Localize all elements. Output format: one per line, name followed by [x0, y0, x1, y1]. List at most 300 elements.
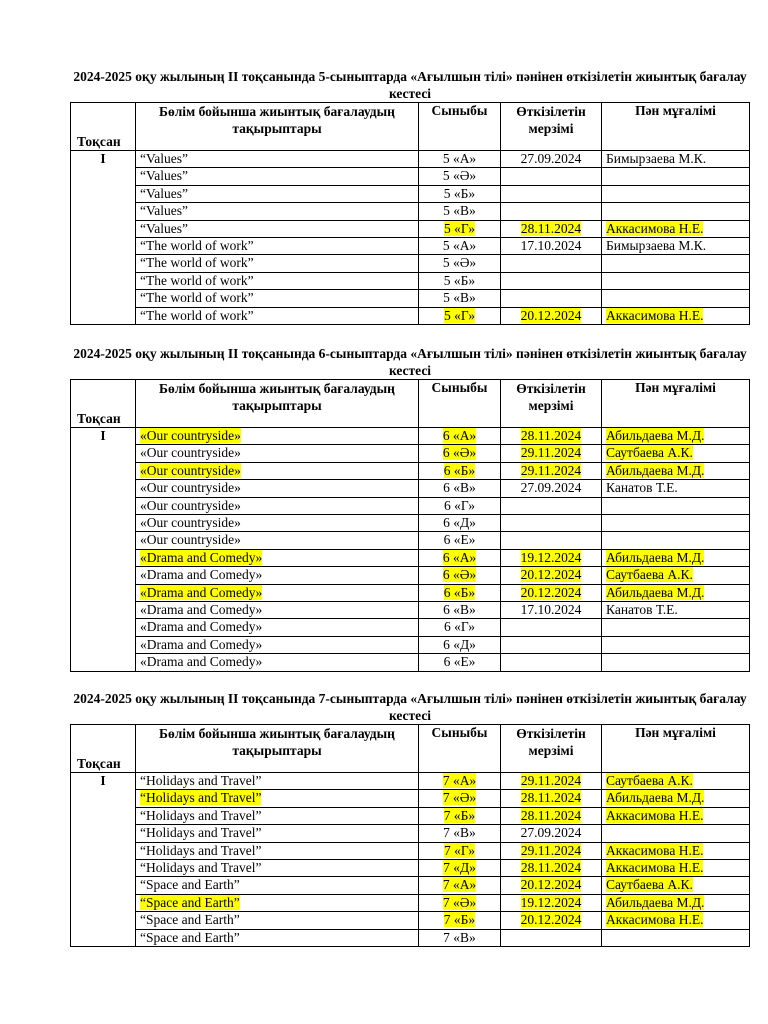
date-cell: [501, 238, 602, 255]
teacher-cell-text: Бимырзаева М.К.: [606, 238, 707, 254]
topic-cell: [136, 445, 419, 462]
table-row: [71, 842, 750, 859]
teacher-cell: [602, 462, 750, 479]
topic-cell-text: “Holidays and Travel”: [140, 860, 262, 876]
topic-cell-text: «Drama and Comedy»: [140, 567, 263, 583]
teacher-cell: [602, 238, 750, 255]
topic-cell: [136, 860, 419, 877]
table-row: [71, 894, 750, 911]
class-cell: [419, 894, 501, 911]
date-cell: [501, 220, 602, 237]
date-cell: [501, 877, 602, 894]
quarter-cell: І: [71, 428, 136, 672]
class-cell: [419, 549, 501, 566]
table-row: [71, 912, 750, 929]
class-cell-text: 5 «Б»: [443, 272, 476, 288]
class-cell-text: 6 «Е»: [443, 654, 476, 670]
header-topic: Бөлім бойынша жиынтық бағалаудың тақырыптары: [136, 725, 419, 773]
teacher-cell: [602, 877, 750, 894]
topic-cell-text: «Our countryside»: [140, 445, 241, 461]
topic-cell-text: “Space and Earth”: [140, 877, 240, 893]
topic-cell: [136, 203, 419, 220]
topic-cell-text: «Drama and Comedy»: [140, 602, 263, 618]
teacher-cell: [602, 220, 750, 237]
date-cell: [501, 860, 602, 877]
teacher-cell: [602, 445, 750, 462]
teacher-cell-text: Аккасимова Н.Е.: [606, 842, 704, 858]
teacher-cell-text: Саутбаева А.К.: [606, 877, 693, 893]
class-cell: [419, 255, 501, 272]
header-class: Сыныбы: [419, 380, 501, 428]
class-cell-text: 7 «А»: [442, 773, 477, 788]
date-cell: [501, 445, 602, 462]
topic-cell: [136, 842, 419, 859]
date-cell: [501, 515, 602, 532]
topic-cell-text: “Holidays and Travel”: [140, 790, 262, 806]
date-cell: [501, 307, 602, 324]
topic-cell-text: “Holidays and Travel”: [140, 807, 262, 823]
topic-cell: [136, 790, 419, 807]
assessment-table: [70, 102, 750, 325]
topic-cell: [136, 428, 419, 445]
class-cell: [419, 773, 501, 790]
header-class: Сыныбы: [419, 103, 501, 151]
class-cell-text: 6 «Г»: [443, 619, 476, 635]
class-cell: [419, 480, 501, 497]
teacher-cell: [602, 255, 750, 272]
table-row: [71, 238, 750, 255]
table-row: [71, 203, 750, 220]
date-cell-text: 29.11.2024: [520, 842, 582, 858]
header-quarter: Тоқсан: [71, 725, 136, 773]
teacher-cell: [602, 929, 750, 946]
class-cell: [419, 825, 501, 842]
date-cell: [501, 497, 602, 514]
class-cell-text: 6 «В»: [443, 480, 476, 496]
topic-cell-text: «Our countryside»: [140, 428, 241, 443]
table-row: [71, 790, 750, 807]
class-cell-text: 5 «Ә»: [442, 168, 477, 184]
topic-cell: [136, 185, 419, 202]
table-row: [71, 532, 750, 549]
date-cell: [501, 203, 602, 220]
date-cell-text: 20.12.2024: [520, 584, 582, 600]
teacher-cell: [602, 532, 750, 549]
class-cell-text: 5 «Ә»: [442, 255, 477, 271]
teacher-cell-text: Саутбаева А.К.: [606, 773, 693, 788]
table-row: [71, 255, 750, 272]
teacher-cell: [602, 428, 750, 445]
date-cell: [501, 272, 602, 289]
teacher-cell: [602, 567, 750, 584]
topic-cell: [136, 462, 419, 479]
header-topic: Бөлім бойынша жиынтық бағалаудың тақырыптары: [136, 103, 419, 151]
topic-cell-text: «Our countryside»: [140, 532, 241, 548]
table-row: [71, 825, 750, 842]
class-cell: [419, 602, 501, 619]
teacher-cell-text: Бимырзаева М.К.: [606, 151, 707, 166]
class-cell-text: 6 «Ә»: [442, 567, 477, 583]
date-cell-text: 20.12.2024: [520, 567, 582, 583]
topic-cell: [136, 480, 419, 497]
teacher-cell-text: Аккасимова Н.Е.: [606, 307, 704, 323]
class-cell-text: 7 «Д»: [443, 860, 476, 876]
date-cell-text: 28.11.2024: [520, 220, 582, 236]
topic-cell-text: “Values”: [140, 151, 188, 166]
class-cell-text: 5 «А»: [442, 151, 477, 166]
table-row: [71, 480, 750, 497]
class-cell: [419, 619, 501, 636]
date-cell: [501, 168, 602, 185]
topic-cell: [136, 220, 419, 237]
teacher-cell: [602, 151, 750, 168]
header-quarter: Тоқсан: [71, 380, 136, 428]
header-teacher: Пән мұғалімі: [602, 725, 750, 773]
assessment-table: [70, 724, 750, 947]
table-row: [71, 515, 750, 532]
class-cell-text: 5 «Б»: [443, 185, 476, 201]
date-cell: [501, 428, 602, 445]
class-cell-text: 7 «В»: [443, 825, 476, 841]
topic-cell-text: «Drama and Comedy»: [140, 636, 263, 652]
topic-cell: [136, 654, 419, 671]
date-cell: [501, 255, 602, 272]
date-cell-text: 29.11.2024: [520, 773, 582, 788]
table-row: [71, 151, 750, 168]
topic-cell: [136, 619, 419, 636]
teacher-cell-text: Абильдаева М.Д.: [606, 428, 705, 443]
class-cell: [419, 654, 501, 671]
topic-cell-text: “Values”: [140, 220, 188, 236]
topic-cell: [136, 877, 419, 894]
teacher-cell-text: Саутбаева А.К.: [606, 445, 693, 461]
topic-cell: [136, 807, 419, 824]
topic-cell: [136, 168, 419, 185]
date-cell-text: 19.12.2024: [520, 894, 582, 910]
class-cell: [419, 272, 501, 289]
teacher-cell: [602, 307, 750, 324]
topic-cell: [136, 825, 419, 842]
teacher-cell-text: Канатов Т.Е.: [606, 480, 678, 496]
header-date: Өткізілетін мерзімі: [501, 103, 602, 151]
header-class: Сыныбы: [419, 725, 501, 773]
topic-cell-text: «Drama and Comedy»: [140, 584, 263, 600]
class-cell-text: 6 «Б»: [443, 462, 476, 478]
class-cell-text: 5 «А»: [442, 238, 477, 254]
class-cell-text: 6 «Д»: [443, 636, 476, 652]
table-row: [71, 272, 750, 289]
date-cell-text: 20.12.2024: [520, 912, 582, 928]
class-cell-text: 5 «В»: [443, 203, 476, 219]
teacher-cell: [602, 272, 750, 289]
table-title: 2024-2025 оқу жылының ІІ тоқсанында 5-сыныптарда «Ағылшын тілі» пәнінен өткізілетін жиынтық бағалау кестесі: [73, 69, 747, 101]
table-row: [71, 220, 750, 237]
date-cell: [501, 619, 602, 636]
topic-cell-text: “Space and Earth”: [140, 912, 240, 928]
class-cell-text: 7 «Г»: [443, 842, 476, 858]
topic-cell-text: «Drama and Comedy»: [140, 654, 263, 670]
table-row: [71, 773, 750, 790]
topic-cell: [136, 515, 419, 532]
class-cell-text: 5 «В»: [443, 290, 476, 306]
topic-cell-text: “Space and Earth”: [140, 894, 240, 910]
topic-cell: [136, 255, 419, 272]
date-cell: [501, 929, 602, 946]
class-cell: [419, 807, 501, 824]
table-row: [71, 290, 750, 307]
teacher-cell: [602, 860, 750, 877]
date-cell: [501, 602, 602, 619]
teacher-cell: [602, 515, 750, 532]
date-cell: [501, 773, 602, 790]
topic-cell-text: «Drama and Comedy»: [140, 549, 263, 565]
table-row: [71, 619, 750, 636]
date-cell: [501, 894, 602, 911]
topic-cell: [136, 290, 419, 307]
date-cell-text: 17.10.2024: [520, 602, 582, 618]
table-row: [71, 567, 750, 584]
table-row: [71, 654, 750, 671]
teacher-cell: [602, 185, 750, 202]
class-cell-text: 7 «В»: [443, 929, 476, 945]
class-cell-text: 5 «Г»: [443, 220, 476, 236]
topic-cell: [136, 567, 419, 584]
topic-cell: [136, 636, 419, 653]
teacher-cell-text: Абильдаева М.Д.: [606, 894, 705, 910]
section-grade-5: [70, 68, 750, 325]
topic-cell-text: “The world of work”: [140, 255, 254, 271]
class-cell-text: 6 «Д»: [443, 515, 476, 531]
table-row: [71, 307, 750, 324]
class-cell-text: 6 «В»: [443, 602, 476, 618]
date-cell-text: 20.12.2024: [520, 877, 582, 893]
class-cell: [419, 497, 501, 514]
class-cell: [419, 238, 501, 255]
date-cell: [501, 790, 602, 807]
teacher-cell: [602, 497, 750, 514]
class-cell: [419, 515, 501, 532]
class-cell: [419, 860, 501, 877]
date-cell: [501, 549, 602, 566]
class-cell-text: 6 «Е»: [443, 532, 476, 548]
class-cell-text: 6 «А»: [442, 428, 477, 443]
topic-cell: [136, 929, 419, 946]
topic-cell: [136, 584, 419, 601]
class-cell: [419, 842, 501, 859]
topic-cell: [136, 238, 419, 255]
table-row: [71, 168, 750, 185]
class-cell-text: 6 «Ә»: [442, 445, 477, 461]
table-title: 2024-2025 оқу жылының ІІ тоқсанында 7-сыныптарда «Ағылшын тілі» пәнінен өткізілетін жиынтық бағалау кестесі: [73, 691, 747, 723]
topic-cell-text: “Holidays and Travel”: [140, 825, 262, 841]
teacher-cell: [602, 825, 750, 842]
table-row: [71, 584, 750, 601]
topic-cell-text: “The world of work”: [140, 238, 254, 254]
quarter-cell: І: [71, 773, 136, 947]
class-cell: [419, 428, 501, 445]
header-topic: Бөлім бойынша жиынтық бағалаудың тақырыптары: [136, 380, 419, 428]
header-quarter: Тоқсан: [71, 103, 136, 151]
teacher-cell: [602, 790, 750, 807]
class-cell: [419, 151, 501, 168]
date-cell: [501, 532, 602, 549]
table-row: [71, 462, 750, 479]
class-cell: [419, 445, 501, 462]
date-cell: [501, 654, 602, 671]
date-cell-text: 19.12.2024: [520, 549, 582, 565]
date-cell: [501, 912, 602, 929]
topic-cell-text: “Space and Earth”: [140, 929, 240, 945]
date-cell: [501, 807, 602, 824]
class-cell-text: 7 «А»: [442, 877, 477, 893]
topic-cell-text: “Holidays and Travel”: [140, 773, 262, 788]
date-cell-text: 27.09.2024: [520, 480, 582, 496]
class-cell-text: 5 «Г»: [443, 307, 476, 323]
teacher-cell-text: Канатов Т.Е.: [606, 602, 678, 618]
topic-cell-text: «Our countryside»: [140, 480, 241, 496]
topic-cell-text: «Our countryside»: [140, 462, 241, 478]
table-header-row: [71, 380, 750, 428]
table-row: [71, 860, 750, 877]
table-row: [71, 497, 750, 514]
date-cell: [501, 842, 602, 859]
teacher-cell-text: Аккасимова Н.Е.: [606, 912, 704, 928]
table-row: [71, 445, 750, 462]
class-cell: [419, 290, 501, 307]
topic-cell-text: “Values”: [140, 168, 188, 184]
teacher-cell: [602, 549, 750, 566]
table-row: [71, 185, 750, 202]
table-row: [71, 428, 750, 445]
date-cell: [501, 290, 602, 307]
teacher-cell: [602, 602, 750, 619]
topic-cell: [136, 602, 419, 619]
class-cell: [419, 185, 501, 202]
topic-cell: [136, 549, 419, 566]
table-header-row: [71, 103, 750, 151]
teacher-cell: [602, 636, 750, 653]
table-row: [71, 807, 750, 824]
topic-cell-text: “The world of work”: [140, 290, 254, 306]
class-cell: [419, 636, 501, 653]
date-cell: [501, 567, 602, 584]
class-cell: [419, 307, 501, 324]
teacher-cell-text: Абильдаева М.Д.: [606, 549, 705, 565]
topic-cell-text: “Values”: [140, 203, 188, 219]
teacher-cell-text: Аккасимова Н.Е.: [606, 807, 704, 823]
topic-cell-text: “Values”: [140, 185, 188, 201]
date-cell-text: 29.11.2024: [520, 462, 582, 478]
teacher-cell-text: Аккасимова Н.Е.: [606, 860, 704, 876]
topic-cell: [136, 912, 419, 929]
teacher-cell-text: Абильдаева М.Д.: [606, 462, 705, 478]
header-teacher: Пән мұғалімі: [602, 380, 750, 428]
section-grade-7: [70, 690, 750, 947]
teacher-cell: [602, 619, 750, 636]
teacher-cell-text: Абильдаева М.Д.: [606, 790, 705, 806]
teacher-cell: [602, 773, 750, 790]
class-cell-text: 6 «Б»: [443, 584, 476, 600]
table-row: [71, 877, 750, 894]
class-cell-text: 7 «Ә»: [442, 790, 477, 806]
topic-cell: [136, 272, 419, 289]
teacher-cell: [602, 168, 750, 185]
date-cell-text: 27.09.2024: [520, 151, 582, 166]
teacher-cell: [602, 480, 750, 497]
date-cell-text: 29.11.2024: [520, 445, 582, 461]
table-row: [71, 549, 750, 566]
assessment-table: [70, 379, 750, 672]
teacher-cell: [602, 290, 750, 307]
teacher-cell-text: Абильдаева М.Д.: [606, 584, 705, 600]
date-cell-text: 20.12.2024: [520, 307, 582, 323]
teacher-cell: [602, 654, 750, 671]
topic-cell-text: “The world of work”: [140, 307, 254, 323]
teacher-cell: [602, 894, 750, 911]
class-cell: [419, 790, 501, 807]
topic-cell: [136, 307, 419, 324]
date-cell: [501, 825, 602, 842]
class-cell-text: 7 «Ә»: [442, 894, 477, 910]
class-cell: [419, 912, 501, 929]
table-row: [71, 602, 750, 619]
topic-cell: [136, 532, 419, 549]
date-cell: [501, 480, 602, 497]
class-cell: [419, 929, 501, 946]
class-cell: [419, 203, 501, 220]
date-cell: [501, 462, 602, 479]
topic-cell-text: “Holidays and Travel”: [140, 842, 262, 858]
quarter-cell: І: [71, 151, 136, 325]
date-cell: [501, 151, 602, 168]
class-cell: [419, 532, 501, 549]
class-cell-text: 7 «Б»: [443, 912, 476, 928]
date-cell-text: 17.10.2024: [520, 238, 582, 254]
table-header-row: [71, 725, 750, 773]
header-teacher: Пән мұғалімі: [602, 103, 750, 151]
date-cell-text: 28.11.2024: [520, 860, 582, 876]
topic-cell-text: «Drama and Comedy»: [140, 619, 263, 635]
topic-cell-text: “The world of work”: [140, 272, 254, 288]
topic-cell: [136, 773, 419, 790]
date-cell-text: 27.09.2024: [520, 825, 582, 841]
class-cell: [419, 220, 501, 237]
date-cell-text: 28.11.2024: [520, 428, 582, 443]
date-cell: [501, 636, 602, 653]
date-cell: [501, 185, 602, 202]
teacher-cell: [602, 842, 750, 859]
teacher-cell: [602, 203, 750, 220]
table-title: 2024-2025 оқу жылының ІІ тоқсанында 6-сыныптарда «Ағылшын тілі» пәнінен өткізілетін жиынтық бағалау кестесі: [73, 346, 747, 378]
topic-cell: [136, 497, 419, 514]
section-grade-6: [70, 345, 750, 672]
topic-cell-text: «Our countryside»: [140, 497, 241, 513]
class-cell: [419, 567, 501, 584]
topic-cell: [136, 151, 419, 168]
header-date: Өткізілетін мерзімі: [501, 725, 602, 773]
class-cell-text: 6 «Г»: [443, 497, 476, 513]
class-cell-text: 7 «Б»: [443, 807, 476, 823]
date-cell-text: 28.11.2024: [520, 790, 582, 806]
class-cell: [419, 462, 501, 479]
class-cell-text: 6 «А»: [442, 549, 477, 565]
table-row: [71, 929, 750, 946]
teacher-cell-text: Аккасимова Н.Е.: [606, 220, 704, 236]
teacher-cell: [602, 584, 750, 601]
teacher-cell: [602, 912, 750, 929]
teacher-cell: [602, 807, 750, 824]
teacher-cell-text: Саутбаева А.К.: [606, 567, 693, 583]
